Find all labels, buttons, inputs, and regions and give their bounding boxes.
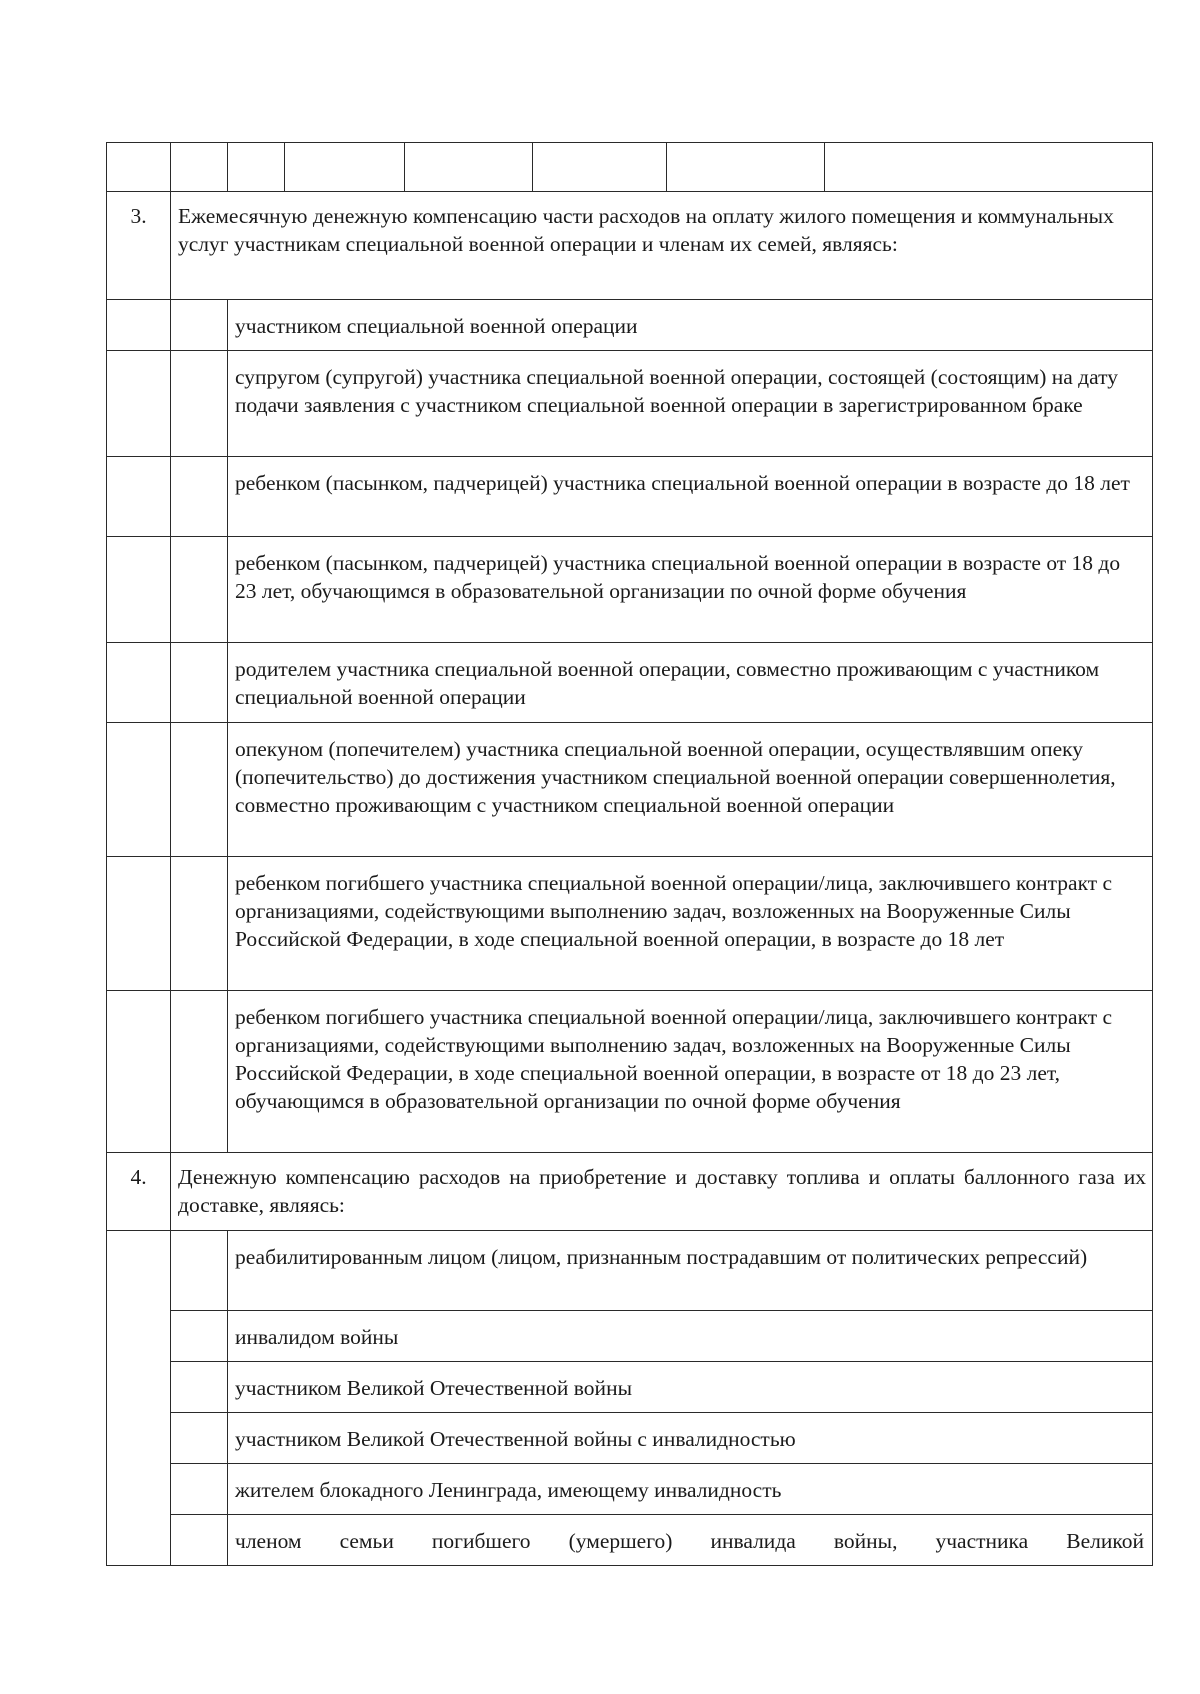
- section-title: Денежную компенсацию расходов на приобретение и доставку топлива и оплаты баллонного газа их доставке, являясь:: [171, 1153, 1153, 1231]
- option-label: участником Великой Отечественной войны с инвалидностью: [228, 1413, 1153, 1464]
- option-label: ребенком погибшего участника специальной военной операции/лица, заключившего контракт с организациями, содействующими выполнению задач, возложенных на Вооруженные Силы Российской Федерации, в ходе специальной военной операции, в возрасте до 18 лет: [228, 857, 1153, 991]
- option-checkbox[interactable]: [171, 457, 228, 537]
- option-row: [107, 351, 1153, 457]
- option-label: родителем участника специальной военной операции, совместно проживающим с участником специальной военной операции: [228, 643, 1153, 723]
- spacer-cell: [107, 857, 171, 991]
- header-cell: [107, 143, 171, 192]
- option-checkbox[interactable]: [171, 537, 228, 643]
- section-number: 4.: [107, 1153, 171, 1231]
- option-label: членом семьи погибшего (умершего) инвалида войны, участника Великой: [228, 1515, 1153, 1566]
- option-label: участником специальной военной операции: [228, 300, 1153, 351]
- spacer-cell: [107, 457, 171, 537]
- option-row: [107, 1413, 1153, 1464]
- option-label: ребенком погибшего участника специальной военной операции/лица, заключившего контракт с организациями, содействующими выполнению задач, возложенных на Вооруженные Силы Российской Федерации, в ходе специальной военной операции, в возрасте от 18 до 23 лет, обучающимся в образовательной организации по очной форме обучения: [228, 991, 1153, 1153]
- option-checkbox[interactable]: [171, 1464, 228, 1515]
- option-row: [107, 1515, 1153, 1566]
- header-cell: [667, 143, 825, 192]
- option-checkbox[interactable]: [171, 300, 228, 351]
- option-row: [107, 1231, 1153, 1311]
- option-checkbox[interactable]: [171, 1515, 228, 1566]
- option-checkbox[interactable]: [171, 643, 228, 723]
- option-row: [107, 1362, 1153, 1413]
- spacer-cell: [107, 351, 171, 457]
- section-number: 3.: [107, 192, 171, 300]
- option-label: опекуном (попечителем) участника специальной военной операции, осуществлявшим опеку (попечительство) до достижения участником специальной военной операции совершеннолетия, совместно проживающим с участником специальной военной операции: [228, 723, 1153, 857]
- section-row: [107, 192, 1153, 300]
- header-cell: [171, 143, 228, 192]
- option-checkbox[interactable]: [171, 857, 228, 991]
- option-label: супругом (супругой) участника специальной военной операции, состоящей (состоящим) на дату подачи заявления с участником специальной военной операции в зарегистрированном браке: [228, 351, 1153, 457]
- option-label: жителем блокадного Ленинграда, имеющему инвалидность: [228, 1464, 1153, 1515]
- header-cell: [405, 143, 533, 192]
- benefits-form-table: [106, 142, 1153, 1566]
- option-row: [107, 643, 1153, 723]
- option-row: [107, 991, 1153, 1153]
- section-title: Ежемесячную денежную компенсацию части расходов на оплату жилого помещения и коммунальных услуг участникам специальной военной операции и членам их семей, являясь:: [171, 192, 1153, 300]
- section-row: [107, 1153, 1153, 1231]
- option-row: [107, 1311, 1153, 1362]
- option-row: [107, 537, 1153, 643]
- spacer-cell: [107, 643, 171, 723]
- header-cell: [285, 143, 405, 192]
- option-label: реабилитированным лицом (лицом, признанным пострадавшим от политических репрессий): [228, 1231, 1153, 1311]
- option-row: [107, 457, 1153, 537]
- spacer-cell: [107, 300, 171, 351]
- option-checkbox[interactable]: [171, 351, 228, 457]
- option-label: инвалидом войны: [228, 1311, 1153, 1362]
- option-row: [107, 300, 1153, 351]
- spacer-cell: [107, 723, 171, 857]
- table-header-row: [107, 143, 1153, 192]
- option-row: [107, 1464, 1153, 1515]
- option-row: [107, 857, 1153, 991]
- option-checkbox[interactable]: [171, 1362, 228, 1413]
- option-label: ребенком (пасынком, падчерицей) участника специальной военной операции в возрасте от 18 до 23 лет, обучающимся в образовательной организации по очной форме обучения: [228, 537, 1153, 643]
- option-row: [107, 723, 1153, 857]
- option-label: участником Великой Отечественной войны: [228, 1362, 1153, 1413]
- spacer-cell: [107, 1231, 171, 1566]
- option-checkbox[interactable]: [171, 991, 228, 1153]
- option-checkbox[interactable]: [171, 1231, 228, 1311]
- header-cell: [825, 143, 1153, 192]
- spacer-cell: [107, 537, 171, 643]
- option-checkbox[interactable]: [171, 1413, 228, 1464]
- header-cell: [533, 143, 667, 192]
- option-checkbox[interactable]: [171, 723, 228, 857]
- option-label: ребенком (пасынком, падчерицей) участника специальной военной операции в возрасте до 18 лет: [228, 457, 1153, 537]
- option-checkbox[interactable]: [171, 1311, 228, 1362]
- header-cell: [228, 143, 285, 192]
- spacer-cell: [107, 991, 171, 1153]
